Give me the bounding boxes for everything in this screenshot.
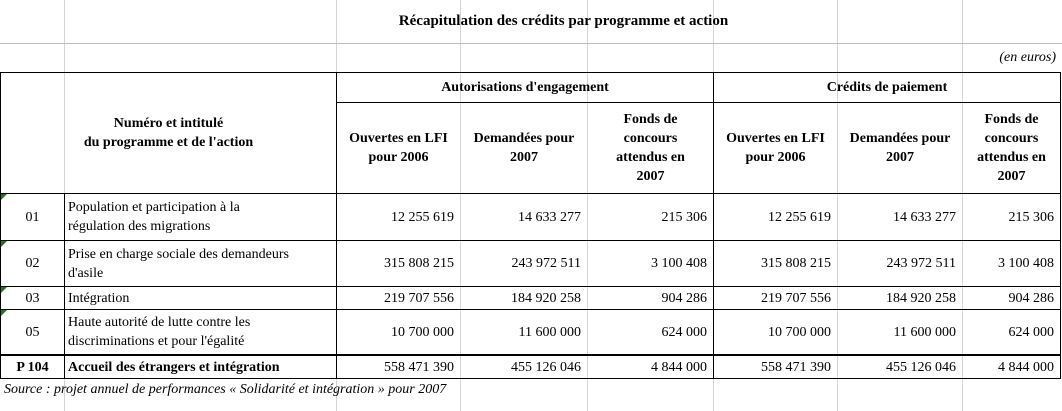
row-label-line: régulation des migrations	[68, 219, 211, 234]
border	[0, 378, 1060, 379]
value-ae-demandees: 184 920 258	[511, 290, 581, 306]
value-cp-fonds: 624 000	[1008, 324, 1054, 340]
subheader-line: Ouvertes en LFI	[349, 131, 448, 146]
subheader-line: pour 2006	[745, 150, 806, 165]
row-label-line: Haute autorité de lutte contre les	[68, 315, 251, 330]
row-number: 03	[25, 290, 40, 306]
subheader-line: 2007	[997, 169, 1026, 184]
value-cp-lfi: 10 700 000	[768, 324, 831, 340]
value-cp-lfi: 315 808 215	[761, 256, 831, 271]
subheader-line: pour 2006	[368, 150, 429, 165]
subheader-line: Demandées pour	[849, 131, 951, 146]
row-label-line: d'asile	[68, 265, 104, 281]
value-cp-demandees: 11 600 000	[893, 324, 956, 340]
subheader-line: attendus en	[616, 150, 685, 165]
total-number: P 104	[16, 359, 49, 375]
header-label-line1: Numéro et intitulé	[113, 116, 224, 131]
value-ae-lfi: 315 808 215	[384, 256, 454, 271]
subheader-line: concours	[623, 131, 678, 146]
subheader-line: 2007	[886, 150, 914, 165]
row-label	[65, 194, 336, 240]
border	[1060, 72, 1061, 379]
value-cp-lfi: 219 707 556	[761, 290, 831, 306]
value-ae-lfi: 12 255 619	[391, 209, 454, 225]
subheader-cp-demandees	[838, 103, 962, 193]
row-number: 01	[25, 209, 40, 225]
group-credits-paiement: Crédits de paiement	[826, 80, 948, 95]
subheader-line: Fonds de	[984, 112, 1039, 127]
subheader-line: Ouvertes en LFI	[726, 131, 825, 146]
total-cp-fonds: 4 844 000	[998, 359, 1054, 375]
subheader-ae-demandees	[461, 103, 587, 193]
source-note: Source : projet annuel de performances « Solidarité et intégration » pour 2007	[4, 382, 447, 397]
subheader-line: concours	[984, 131, 1039, 146]
value-ae-fonds: 215 306	[661, 209, 707, 225]
value-ae-lfi: 10 700 000	[391, 324, 454, 340]
row-label-line: Prise en charge sociale des demandeurs	[68, 246, 289, 262]
value-ae-demandees: 243 972 511	[511, 256, 581, 271]
group-autorisations-engagement: Autorisations d'engagement	[441, 80, 609, 95]
row-label	[65, 310, 336, 354]
value-cp-lfi: 12 255 619	[768, 209, 831, 225]
value-ae-fonds: 3 100 408	[651, 256, 707, 271]
total-cp-lfi: 558 471 390	[761, 359, 831, 375]
total-ae-lfi: 558 471 390	[384, 359, 454, 375]
value-ae-lfi: 219 707 556	[384, 290, 454, 306]
total-ae-demandees: 455 126 046	[511, 359, 581, 375]
total-label: Accueil des étrangers et intégration	[68, 359, 280, 375]
subheader-cp-fonds	[963, 103, 1060, 193]
row-label: Intégration	[68, 290, 130, 306]
row-number: 05	[25, 324, 40, 340]
table-title: Récapitulation des crédits par programme et action	[398, 13, 729, 29]
subheader-cp-ouvertes	[714, 103, 837, 193]
subheader-line: 2007	[510, 150, 538, 165]
value-cp-demandees: 184 920 258	[886, 290, 956, 306]
value-cp-demandees: 14 633 277	[893, 209, 956, 225]
subheader-line: Fonds de	[623, 112, 678, 127]
header-label-line2: du programme et de l'action	[83, 135, 254, 150]
value-cp-demandees: 243 972 511	[886, 256, 956, 271]
value-ae-fonds: 904 286	[661, 290, 707, 306]
subheader-ae-fonds	[588, 103, 713, 193]
value-ae-demandees: 14 633 277	[518, 209, 581, 225]
row-label-line: Population et participation à la	[68, 200, 240, 215]
row-label-line: discriminations et pour l'égalité	[68, 334, 245, 349]
value-cp-fonds: 3 100 408	[998, 256, 1054, 271]
header-label-cell	[1, 73, 336, 193]
subheader-line: 2007	[636, 169, 665, 184]
value-cp-fonds: 215 306	[1008, 209, 1054, 225]
unit-note: (en euros)	[999, 50, 1056, 65]
subheader-ae-ouvertes	[337, 103, 460, 193]
total-ae-fonds: 4 844 000	[651, 359, 707, 375]
total-cp-demandees: 455 126 046	[886, 359, 956, 375]
value-ae-demandees: 11 600 000	[518, 324, 581, 340]
subheader-line: Demandées pour	[473, 131, 575, 146]
row-label	[65, 241, 336, 286]
value-ae-fonds: 624 000	[661, 324, 707, 340]
value-cp-fonds: 904 286	[1008, 290, 1054, 306]
row-number: 02	[25, 256, 40, 271]
subheader-line: attendus en	[977, 150, 1046, 165]
